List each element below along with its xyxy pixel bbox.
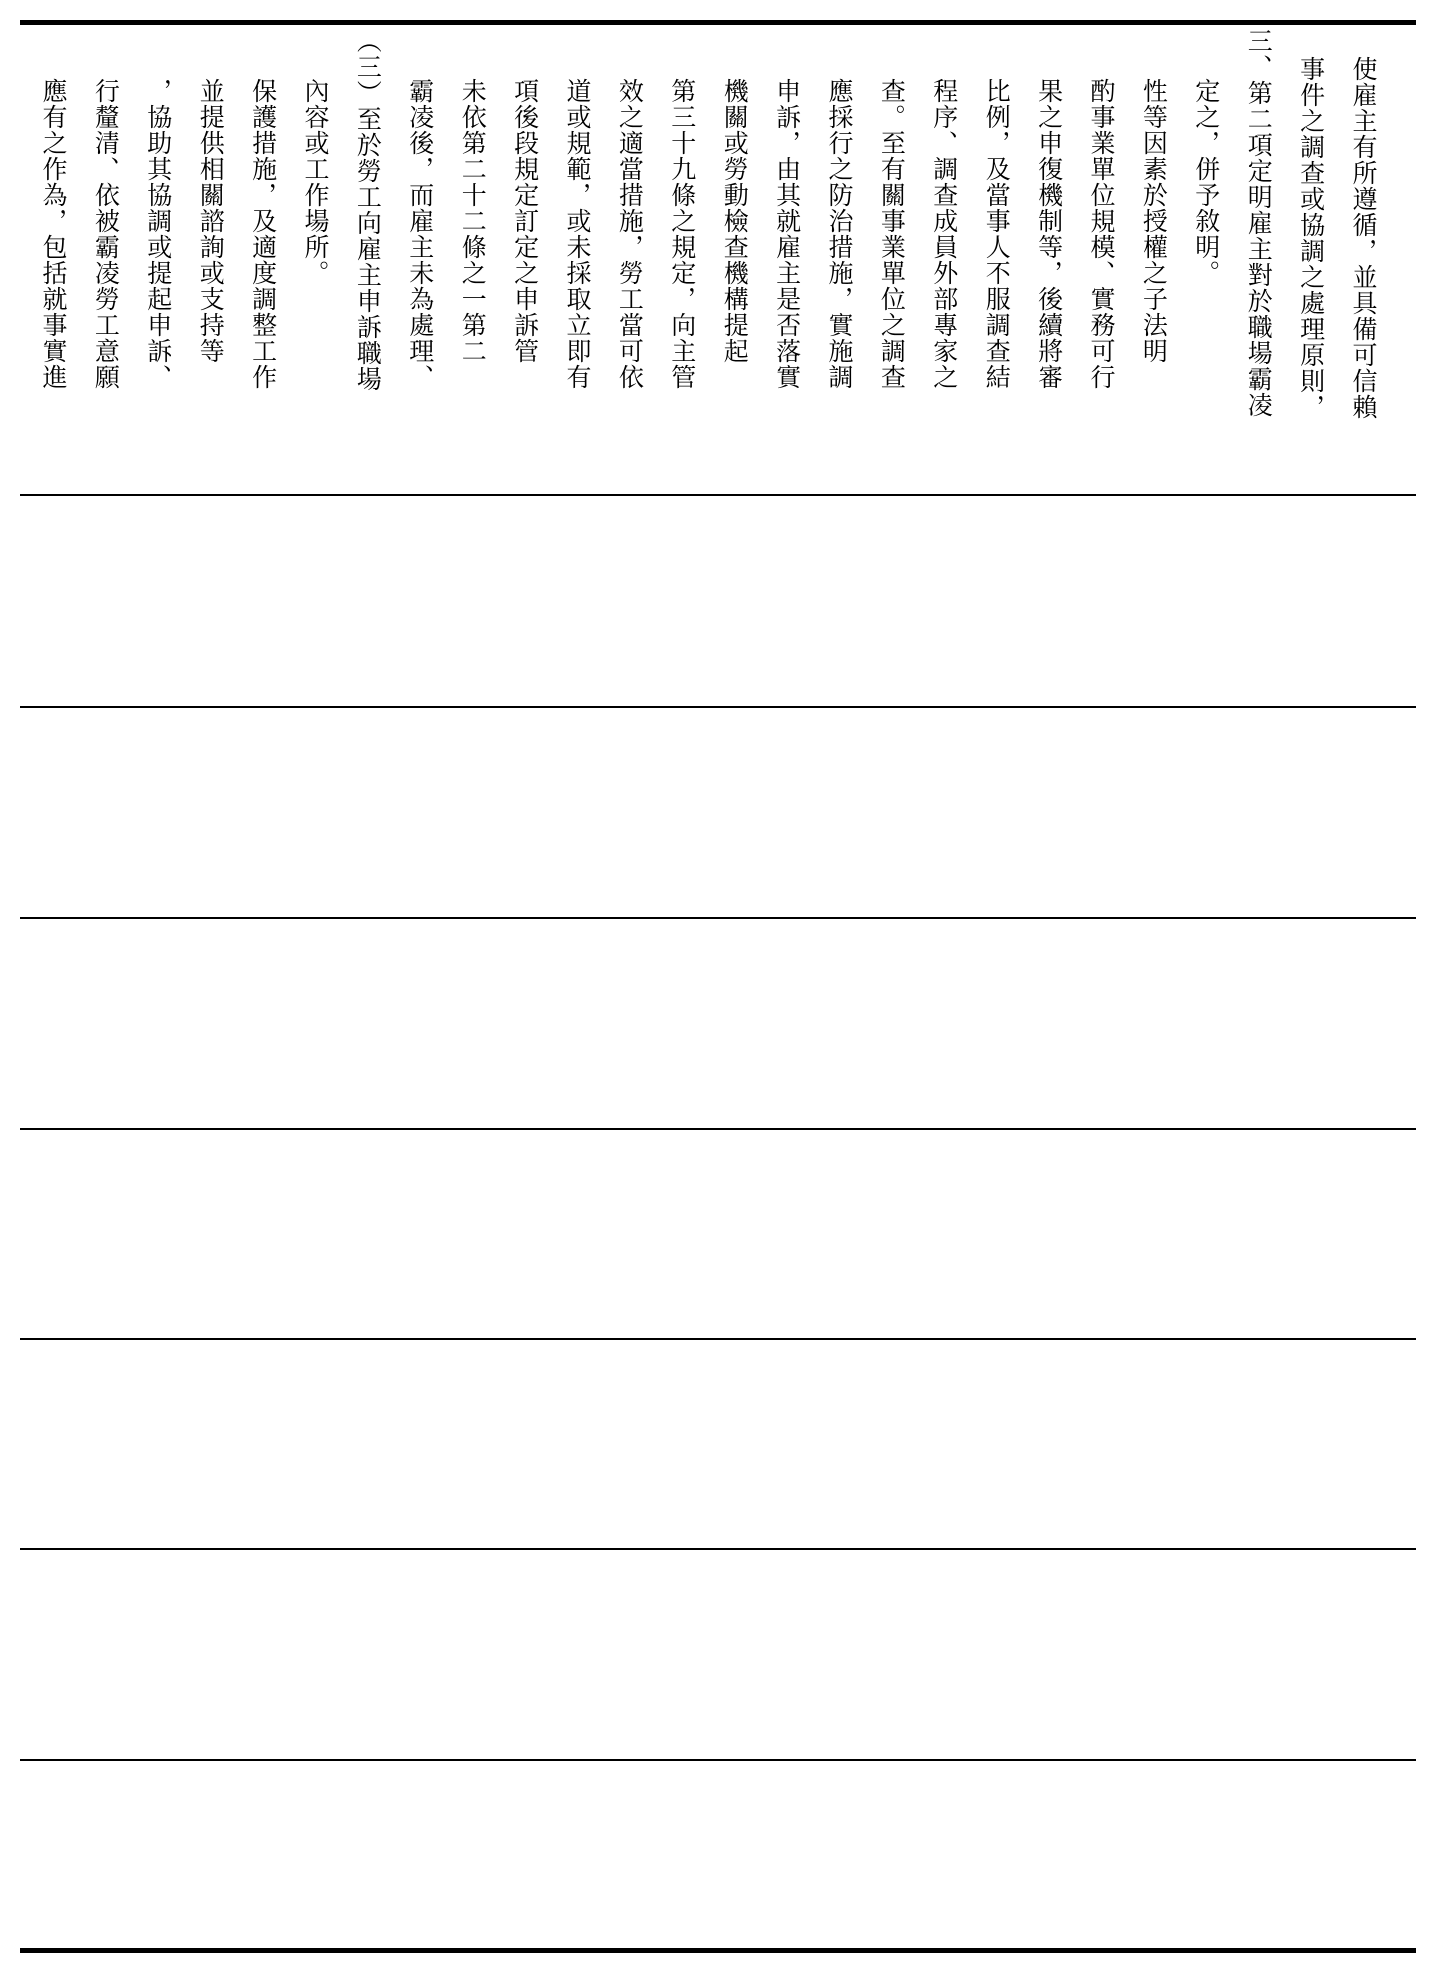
text-column: 行釐清、依被霸凌勞工意願 [91,78,121,390]
text-column: 定之，併予敘明。 [1191,78,1221,286]
text-column: 霸凌後，而雇主未為處理、 [405,78,435,390]
text-column: 查。至有關事業單位之調查 [877,78,907,390]
empty-row-2 [20,708,1416,918]
bottom-rule [20,1948,1416,1953]
text-column: 內容或工作場所。 [301,78,330,286]
text-column: 事件之調查或協調之處理原則， [1296,56,1326,420]
text-column: 第三十九條之規定，向主管 [667,78,697,390]
top-rule [20,20,1416,25]
text-column: ，協助其協調或提起申訴、 [143,78,173,390]
text-column: 性等因素於授權之子法明 [1139,78,1169,364]
text-column: 未依第二十二條之一第二 [458,78,488,364]
text-column: 申訴，由其就雇主是否落實 [772,78,802,390]
empty-row-3 [20,919,1416,1129]
text-column: 應有之作為，包括就事實進 [39,78,68,390]
text-column: 三、第二項定明雇主對於職場霸凌 [1244,28,1274,418]
text-column: 並提供相關諮詢或支持等 [196,78,226,364]
text-column: 使雇主有所遵循，並具備可信賴 [1349,56,1378,420]
text-column: 比例，及當事人不服調查結 [982,78,1012,390]
empty-row-5 [20,1340,1416,1550]
text-column: 酌事業單位規模、實務可行 [1087,78,1116,390]
empty-row-7 [20,1761,1416,1971]
empty-row-6 [20,1550,1416,1760]
text-column: 機關或勞動檢查機構提起 [720,78,750,364]
text-column: （三）至於勞工向雇主申訴職場 [353,28,383,392]
text-column: 項後段規定訂定之申訴管 [510,78,540,364]
empty-row-4 [20,1130,1416,1340]
empty-row-1 [20,496,1416,706]
text-column: 道或規範，或未採取立即有 [563,78,592,390]
text-column: 保護措施，及適度調整工作 [248,78,278,390]
text-column: 果之申復機制等，後續將審 [1034,78,1064,390]
text-column: 應採行之防治措施，實施調 [825,78,854,390]
text-column: 程序、調查成員外部專家之 [929,78,959,390]
vertical-text-block [20,28,1416,488]
text-column: 效之適當措施，勞工當可依 [615,78,645,390]
